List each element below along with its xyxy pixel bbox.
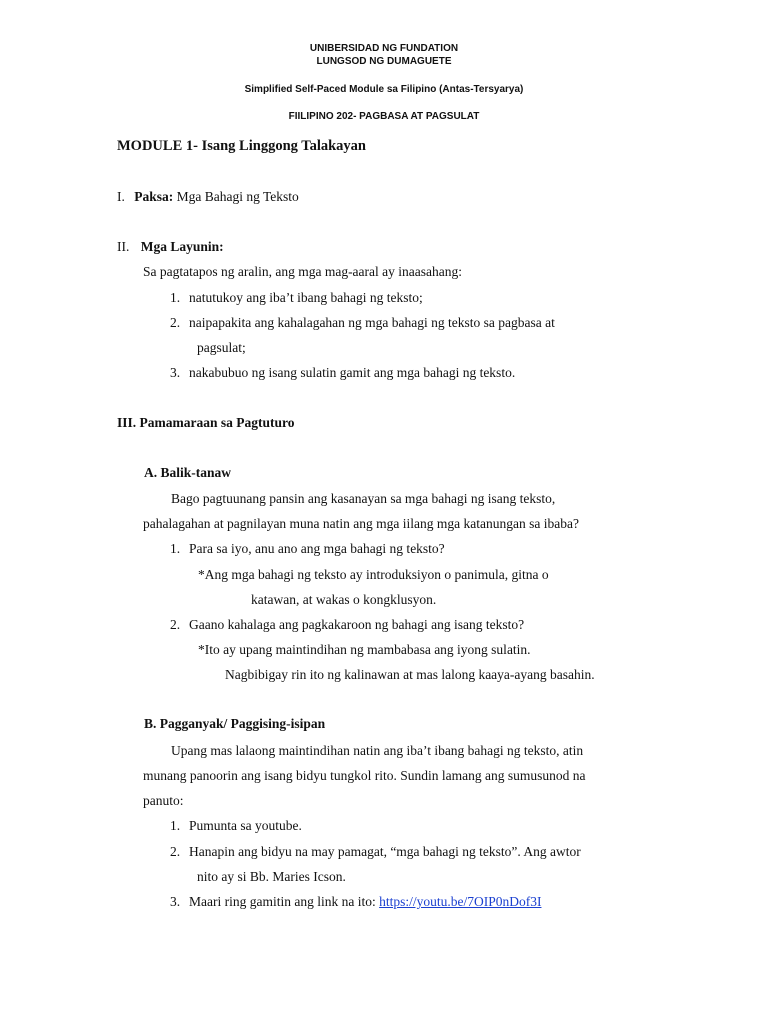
list-number: 2. <box>170 844 181 859</box>
paksa-text: Mga Bahagi ng Teksto <box>176 189 299 204</box>
section-numeral: II. <box>117 239 130 254</box>
layunin-intro: Sa pagtatapos ng aralin, ang mga mag-aaral ay inaasahang: <box>143 264 462 279</box>
list-text: naipapakita ang kahalagahan ng mga bahagi ng teksto sa pagbasa at <box>189 315 555 330</box>
step-item <box>170 818 302 834</box>
list-text: natutukoy ang iba’t ibang bahagi ng teksto; <box>189 290 423 305</box>
list-number: 3. <box>170 365 181 380</box>
list-text-continuation: pagsulat; <box>197 340 246 355</box>
answer-text: *Ang mga bahagi ng teksto ay introduksiyon o panimula, gitna o <box>198 567 549 582</box>
answer-text-continuation: Nagbibigay rin ito ng kalinawan at mas lalong kaaya-ayang basahin. <box>225 667 595 682</box>
balik-tanaw-paragraph-line: Bago pagtuunang pansin ang kasanayan sa mga bahagi ng isang teksto, <box>171 491 556 506</box>
answer-text-continuation: katawan, at wakas o kongklusyon. <box>251 592 437 607</box>
balik-tanaw-heading: A. Balik-tanaw <box>144 465 232 480</box>
paksa-label: Paksa: <box>134 189 174 204</box>
question-item <box>170 541 445 557</box>
question-text: Para sa iyo, anu ano ang mga bahagi ng teksto? <box>189 541 445 556</box>
layunin-item <box>170 365 515 381</box>
pagganyak-paragraph-line: munang panoorin ang isang bidyu tungkol rito. Sundin lamang ang sumusunod na <box>143 768 586 783</box>
layunin-title: Mga Layunin: <box>140 239 224 254</box>
step-item <box>170 844 581 860</box>
list-number: 2. <box>170 617 181 632</box>
step-text: Hanapin ang bidyu na may pamagat, “mga bahagi ng teksto”. Ang awtor <box>189 844 581 859</box>
list-number: 1. <box>170 818 181 833</box>
step-text-continuation: nito ay si Bb. Maries Icson. <box>197 869 346 884</box>
balik-tanaw-paragraph-line: pahalagahan at pagnilayan muna natin ang mga iilang mga katanungan sa ibaba? <box>143 516 579 531</box>
step-text: Pumunta sa youtube. <box>189 818 302 833</box>
pagganyak-paragraph-line: panuto: <box>143 793 184 808</box>
section-layunin-heading <box>117 239 224 255</box>
pagganyak-paragraph-line: Upang mas lalaong maintindihan natin ang iba’t ibang bahagi ng teksto, atin <box>171 743 584 758</box>
pagganyak-heading: B. Pagganyak/ Paggising-isipan <box>144 716 326 731</box>
layunin-item <box>170 315 555 331</box>
module-title: MODULE 1- Isang Linggong Talakayan <box>117 138 366 154</box>
section-numeral: I. <box>117 189 125 204</box>
course-title: FIILIPINO 202- PAGBASA AT PAGSULAT <box>288 111 480 122</box>
step-text: Maari ring gamitin ang link na ito: <box>189 894 380 909</box>
module-type: Simplified Self-Paced Module sa Filipino (Antas-Tersyarya) <box>244 84 524 95</box>
list-number: 1. <box>170 541 181 556</box>
youtube-link[interactable]: https://youtu.be/7OIP0nDof3I <box>379 894 542 909</box>
step-item <box>170 894 541 910</box>
question-item <box>170 617 524 633</box>
section-paksa <box>117 189 299 205</box>
city-name: LUNGSOD NG DUMAGUETE <box>316 56 452 67</box>
answer-text: *Ito ay upang maintindihan ng mambabasa ang iyong sulatin. <box>198 642 531 657</box>
layunin-item <box>170 290 423 306</box>
university-name: UNIBERSIDAD NG FUNDATION <box>309 43 459 54</box>
list-number: 3. <box>170 894 181 909</box>
question-text: Gaano kahalaga ang pagkakaroon ng bahagi ang isang teksto? <box>189 617 525 632</box>
list-number: 2. <box>170 315 181 330</box>
list-number: 1. <box>170 290 181 305</box>
list-text: nakabubuo ng isang sulatin gamit ang mga bahagi ng teksto. <box>189 365 516 380</box>
section-pamamaraan-heading: III. Pamamaraan sa Pagtuturo <box>117 415 295 430</box>
